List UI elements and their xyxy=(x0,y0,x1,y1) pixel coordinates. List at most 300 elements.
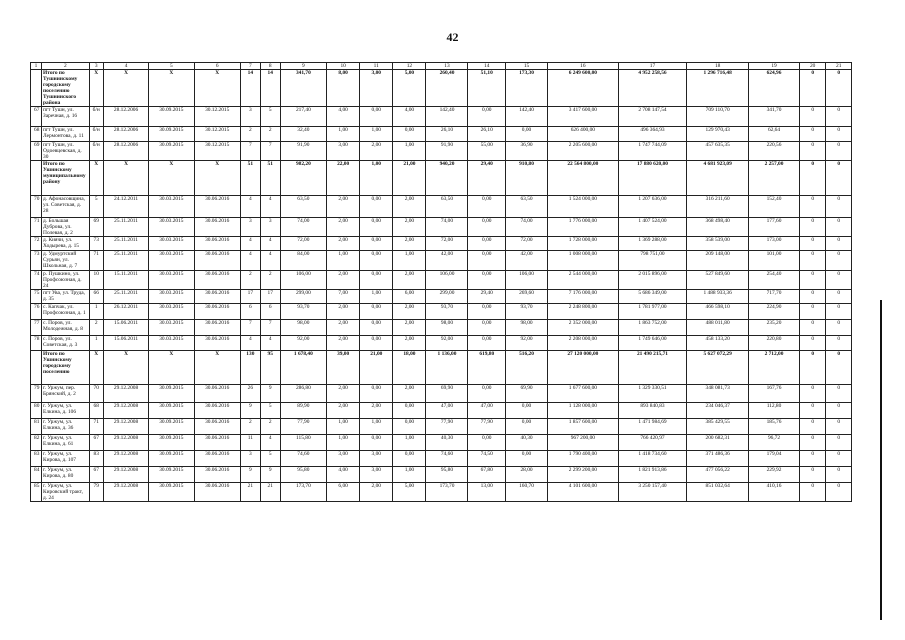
table-cell: X xyxy=(194,70,240,107)
table-cell: 0,00 xyxy=(468,435,506,451)
table-cell: 15.11.2011 xyxy=(103,271,148,290)
table-cell: 30.09.2015 xyxy=(149,467,194,483)
table-cell: 185,76 xyxy=(749,419,800,435)
column-number: 16 xyxy=(548,63,619,70)
table-cell: 84 xyxy=(31,467,42,483)
table-cell: 0 xyxy=(799,142,826,161)
table-cell: 69,90 xyxy=(506,385,548,403)
margin-bar xyxy=(880,300,882,620)
table-cell: 0 xyxy=(799,320,826,336)
table-cell: 30.03.2015 xyxy=(149,218,194,237)
table-row xyxy=(31,218,852,237)
table-cell: 9 xyxy=(260,467,280,483)
table-cell: 4 xyxy=(260,237,280,251)
table-cell: 71 xyxy=(89,251,103,271)
table-cell: 51,10 xyxy=(468,70,506,107)
table-cell: 4 xyxy=(240,251,260,271)
table-cell: 2,00 xyxy=(327,385,360,403)
table-cell: 29.12.2008 xyxy=(103,435,148,451)
table-cell: 29.12.2008 xyxy=(103,483,148,502)
table-cell: 21,00 xyxy=(393,161,426,196)
table-cell: 27 120 000,00 xyxy=(548,351,619,385)
table-cell: 1 296 716,48 xyxy=(687,70,749,107)
table-cell: 28.12.2006 xyxy=(103,127,148,142)
table-cell: 77,90 xyxy=(468,419,506,435)
table-cell: 2,00 xyxy=(360,483,393,502)
table-cell: 2,00 xyxy=(327,336,360,351)
address-cell: д. Большая Дуброва, ул. Полевая, д. 2 xyxy=(42,218,90,237)
table-cell: 1,00 xyxy=(393,435,426,451)
table-cell: 5 627 072,29 xyxy=(687,351,749,385)
table-cell: 0,00 xyxy=(360,196,393,218)
address-cell: г. Уржум, ул. Кировский тракт, д. 24 xyxy=(42,483,90,502)
table-cell: 3 xyxy=(240,107,260,127)
table-row xyxy=(31,142,852,161)
table-cell: 112,80 xyxy=(749,403,800,419)
table-cell: 0 xyxy=(826,467,852,483)
table-cell xyxy=(31,70,42,107)
table-cell: 0 xyxy=(799,70,826,107)
table-cell: 4 xyxy=(260,435,280,451)
table-cell: 36,90 xyxy=(506,142,548,161)
table-cell: 1 329 330,51 xyxy=(618,385,687,403)
table-cell: 9 xyxy=(240,403,260,419)
table-cell: 40,30 xyxy=(506,435,548,451)
table-cell: 95 xyxy=(260,351,280,385)
housing-registry-table xyxy=(30,62,852,502)
table-cell: 209 148,00 xyxy=(687,251,749,271)
table-cell: 1 418 734,60 xyxy=(618,451,687,467)
table-cell: 0 xyxy=(799,419,826,435)
table-cell: 47,00 xyxy=(468,403,506,419)
table-cell: 2 xyxy=(260,419,280,435)
table-cell: 74,00 xyxy=(280,218,326,237)
table-cell: 30.12.2015 xyxy=(194,142,240,161)
table-cell: 299,00 xyxy=(280,290,326,304)
table-cell: 51 xyxy=(240,161,260,196)
subtotal-row xyxy=(31,161,852,196)
table-cell: 0 xyxy=(799,451,826,467)
table-cell: 83 xyxy=(89,451,103,467)
table-cell: 47,00 xyxy=(426,403,468,419)
table-cell: 3 xyxy=(240,451,260,467)
table-cell: 30.12.2015 xyxy=(194,107,240,127)
table-cell: 0 xyxy=(799,385,826,403)
table-cell: 13,00 xyxy=(468,483,506,502)
address-cell: пгт Тушн, ул. Заречная, д. 16 xyxy=(42,107,90,127)
table-cell: 3,00 xyxy=(360,467,393,483)
table-cell: 3 250 157,40 xyxy=(618,483,687,502)
table-cell: 2,00 xyxy=(327,218,360,237)
table-cell: 101,00 xyxy=(749,251,800,271)
table-cell: 1 857 600,00 xyxy=(548,419,619,435)
table-cell: 76 xyxy=(31,304,42,320)
table-cell: 106,00 xyxy=(280,271,326,290)
table-cell: 5 686 349,00 xyxy=(618,290,687,304)
table-cell: 0,00 xyxy=(393,419,426,435)
table-cell: 2 xyxy=(240,271,260,290)
table-cell: 29,40 xyxy=(468,290,506,304)
table-row xyxy=(31,336,852,351)
table-cell: 1,00 xyxy=(393,142,426,161)
table-cell: 179,04 xyxy=(749,451,800,467)
column-number: 8 xyxy=(260,63,280,70)
address-cell: с. Поров, ул. Молодежная, д. 8 xyxy=(42,320,90,336)
table-cell: 0 xyxy=(826,70,852,107)
table-cell: 6 249 600,00 xyxy=(548,70,619,107)
table-cell: 173,30 xyxy=(506,70,548,107)
table-row xyxy=(31,107,852,127)
table-cell: 0 xyxy=(799,251,826,271)
table-cell: 79 xyxy=(89,483,103,502)
table-cell: 67,80 xyxy=(468,467,506,483)
address-cell: д. Удмуртский Сурьян, ул. Школьная, д. 7 xyxy=(42,251,90,271)
column-number: 11 xyxy=(360,63,393,70)
table-cell: 6,00 xyxy=(327,483,360,502)
table-cell: 4 681 923,09 xyxy=(687,161,749,196)
table-cell: 0,00 xyxy=(506,127,548,142)
address-cell: Итого по Ушинскому муниципальному району xyxy=(42,161,90,196)
table-cell: 967 200,00 xyxy=(548,435,619,451)
table-cell: 3 xyxy=(260,218,280,237)
table-cell: 1 xyxy=(89,304,103,320)
table-row xyxy=(31,271,852,290)
table-cell: 74,60 xyxy=(426,451,468,467)
table-cell: 0,00 xyxy=(506,451,548,467)
column-number-row xyxy=(31,63,852,70)
table-cell: 0,00 xyxy=(468,218,506,237)
table-cell: 17 xyxy=(260,290,280,304)
table-cell: 30.09.2015 xyxy=(149,142,194,161)
table-cell: 220,56 xyxy=(749,142,800,161)
table-cell: 0 xyxy=(826,336,852,351)
table-cell: 30.06.2016 xyxy=(194,218,240,237)
table-cell: 1 728 000,00 xyxy=(548,237,619,251)
table-cell: 234 046,37 xyxy=(687,403,749,419)
column-number: 3 xyxy=(89,63,103,70)
table-cell: 224,90 xyxy=(749,304,800,320)
table-cell: 8,00 xyxy=(327,70,360,107)
subtotal-row xyxy=(31,351,852,385)
table-cell: 7 176 000,00 xyxy=(548,290,619,304)
table-cell: 1 488 933,36 xyxy=(687,290,749,304)
table-cell: 0,00 xyxy=(360,385,393,403)
table-cell: X xyxy=(103,70,148,107)
table-cell: 1 790 400,00 xyxy=(548,451,619,467)
table-cell: 75 xyxy=(31,290,42,304)
column-number: 9 xyxy=(280,63,326,70)
table-cell: 7 xyxy=(260,320,280,336)
table-cell: 910,80 xyxy=(506,161,548,196)
table-cell: X xyxy=(89,351,103,385)
address-cell: г. Уржум, ул. Кирова, д. 107 xyxy=(42,451,90,467)
table-cell: 1 524 000,00 xyxy=(548,196,619,218)
table-cell: 2,00 xyxy=(393,304,426,320)
table-cell: 30.06.2016 xyxy=(194,385,240,403)
table-cell: 0 xyxy=(826,483,852,502)
table-row xyxy=(31,127,852,142)
table-cell: 25.11.2011 xyxy=(103,251,148,271)
table-cell: 0,00 xyxy=(360,107,393,127)
table-cell: 160,70 xyxy=(506,483,548,502)
table-cell: 2,00 xyxy=(393,385,426,403)
address-cell: г. Уржум, ул. Елкина, д. 106 xyxy=(42,403,90,419)
table-cell: 260,40 xyxy=(426,70,468,107)
table-cell: 2 248 800,00 xyxy=(548,304,619,320)
table-cell: 385 429,55 xyxy=(687,419,749,435)
table-cell: 341,70 xyxy=(749,107,800,127)
table-cell: 30.06.2016 xyxy=(194,451,240,467)
table-cell: 72 xyxy=(31,237,42,251)
column-number: 2 xyxy=(42,63,90,70)
table-cell: 1,00 xyxy=(360,161,393,196)
table-cell: 142,40 xyxy=(506,107,548,127)
table-cell: 30.03.2015 xyxy=(149,290,194,304)
table-cell: 229,92 xyxy=(749,467,800,483)
table-cell: 25.11.2011 xyxy=(103,218,148,237)
table-cell: 0,00 xyxy=(360,304,393,320)
column-number: 12 xyxy=(393,63,426,70)
table-cell: 0 xyxy=(826,107,852,127)
table-cell: б/н xyxy=(89,127,103,142)
table-cell: 766 420,97 xyxy=(618,435,687,451)
table-cell: 4,00 xyxy=(393,107,426,127)
table-row xyxy=(31,483,852,502)
table-cell: 3 417 600,00 xyxy=(548,107,619,127)
table-cell: 1,00 xyxy=(327,419,360,435)
table-cell: 67 xyxy=(89,467,103,483)
table-cell: 1 369 288,00 xyxy=(618,237,687,251)
table-cell: 2,00 xyxy=(327,196,360,218)
table-cell: 0 xyxy=(799,196,826,218)
table-cell: 299,00 xyxy=(426,290,468,304)
table-cell: 220,80 xyxy=(749,336,800,351)
table-row xyxy=(31,304,852,320)
table-cell: 0,00 xyxy=(393,127,426,142)
table-cell: 0 xyxy=(799,290,826,304)
address-cell: Итого по Ушинскому городскому поселению xyxy=(42,351,90,385)
table-cell: 30.03.2015 xyxy=(149,320,194,336)
table-cell: 0 xyxy=(826,161,852,196)
table-cell: 0,00 xyxy=(360,218,393,237)
table-cell: 63,50 xyxy=(506,196,548,218)
table-cell: 798 751,00 xyxy=(618,251,687,271)
table-cell: 77,90 xyxy=(280,419,326,435)
table-cell: 96,72 xyxy=(749,435,800,451)
table-cell: 73 xyxy=(31,251,42,271)
address-cell: д. Афонасовщина, ул. Советская, д. 28 xyxy=(42,196,90,218)
address-cell: г. Уржум, ул. Елкина, д. 36 xyxy=(42,419,90,435)
table-cell: 0,00 xyxy=(468,196,506,218)
table-cell: 93,70 xyxy=(280,304,326,320)
table-cell: 66 xyxy=(89,290,103,304)
table-cell: 717,70 xyxy=(749,290,800,304)
table-cell: 1 xyxy=(89,336,103,351)
address-cell: г. Уржум, пер. Брянский, д. 2 xyxy=(42,385,90,403)
table-cell: 5,00 xyxy=(393,483,426,502)
table-cell: 0 xyxy=(826,127,852,142)
table-cell: 1,00 xyxy=(327,435,360,451)
address-cell: д. Киячи, ул. Ходырева, д. 15 xyxy=(42,237,90,251)
table-cell: 0,00 xyxy=(468,271,506,290)
table-cell: 30.09.2015 xyxy=(149,435,194,451)
table-cell: 341,70 xyxy=(280,70,326,107)
table-row xyxy=(31,196,852,218)
table-cell: 316 211,60 xyxy=(687,196,749,218)
table-cell: 30.03.2015 xyxy=(149,271,194,290)
table-cell: 29.12.2008 xyxy=(103,403,148,419)
table-cell: 77 xyxy=(31,320,42,336)
table-cell: 1,00 xyxy=(393,467,426,483)
table-cell: 1 128 000,00 xyxy=(548,403,619,419)
table-cell: 3,00 xyxy=(327,142,360,161)
table-cell: 0 xyxy=(826,218,852,237)
table-cell: 0 xyxy=(799,304,826,320)
table-cell: 1 407 524,00 xyxy=(618,218,687,237)
table-cell: 0 xyxy=(799,237,826,251)
table-cell: 0,00 xyxy=(506,403,548,419)
table-cell: 18,00 xyxy=(393,351,426,385)
table-cell: 30.09.2015 xyxy=(149,107,194,127)
table-cell: 72,00 xyxy=(426,237,468,251)
table-cell: 95,80 xyxy=(280,467,326,483)
table-cell: 2,00 xyxy=(393,320,426,336)
table-cell: 2,00 xyxy=(393,271,426,290)
table-cell: 74,00 xyxy=(506,218,548,237)
table-cell: 1 863 752,00 xyxy=(618,320,687,336)
table-row xyxy=(31,290,852,304)
table-cell: 72,00 xyxy=(280,237,326,251)
table-cell: 115,80 xyxy=(280,435,326,451)
table-cell: 82 xyxy=(31,435,42,451)
table-cell: 0 xyxy=(826,251,852,271)
table-cell: 130 xyxy=(240,351,260,385)
table-cell: 30.09.2015 xyxy=(149,127,194,142)
column-number: 1 xyxy=(31,63,42,70)
table-cell: 1 747 744,09 xyxy=(618,142,687,161)
table-cell: 30.06.2016 xyxy=(194,196,240,218)
table-cell: 26,10 xyxy=(468,127,506,142)
address-cell: р. Пушкино, ул. Профсоюзная, д. 24 xyxy=(42,271,90,290)
table-cell: 79 xyxy=(31,385,42,403)
table-cell: 458 133,20 xyxy=(687,336,749,351)
table-cell: 6 xyxy=(260,304,280,320)
table-cell: 30.09.2015 xyxy=(149,403,194,419)
table-cell: 40,30 xyxy=(426,435,468,451)
table-cell: 30.09.2015 xyxy=(149,483,194,502)
table-cell: 74,60 xyxy=(280,451,326,467)
table-cell: 851 032,64 xyxy=(687,483,749,502)
table-cell: 91,90 xyxy=(280,142,326,161)
table-cell: 25.11.2011 xyxy=(103,290,148,304)
table-cell: 129 970,43 xyxy=(687,127,749,142)
table-cell: 477 056,22 xyxy=(687,467,749,483)
table-cell: 1,00 xyxy=(393,251,426,271)
table-cell: 173,70 xyxy=(280,483,326,502)
table-cell: 1,00 xyxy=(360,127,393,142)
table-row xyxy=(31,251,852,271)
table-cell: 516,20 xyxy=(506,351,548,385)
column-number: 10 xyxy=(327,63,360,70)
table-cell: 371 486,36 xyxy=(687,451,749,467)
column-number: 20 xyxy=(799,63,826,70)
table-cell: 0,00 xyxy=(360,435,393,451)
table-cell: 4,00 xyxy=(327,107,360,127)
table-cell: 6,00 xyxy=(393,290,426,304)
table-cell: 9 xyxy=(240,467,260,483)
table-cell: 30.03.2015 xyxy=(149,251,194,271)
table-cell: 0,00 xyxy=(468,385,506,403)
table-cell: 93,70 xyxy=(506,304,548,320)
table-cell: 167,76 xyxy=(749,385,800,403)
table-cell: 0 xyxy=(799,336,826,351)
table-cell: 2,00 xyxy=(327,320,360,336)
table-cell: 2,00 xyxy=(393,336,426,351)
table-cell: 0 xyxy=(826,271,852,290)
table-cell: б/н xyxy=(89,107,103,127)
table-cell: 30.06.2016 xyxy=(194,237,240,251)
table-row xyxy=(31,451,852,467)
table-cell: 68 xyxy=(89,403,103,419)
table-cell: 42,00 xyxy=(426,251,468,271)
table-cell: 0 xyxy=(799,351,826,385)
table-cell: 982,20 xyxy=(280,161,326,196)
table-cell: 0 xyxy=(826,419,852,435)
table-cell: 2 712,00 xyxy=(749,351,800,385)
page-number: 42 xyxy=(446,30,459,44)
table-cell: 22 564 800,00 xyxy=(548,161,619,196)
table-cell: 69,90 xyxy=(426,385,468,403)
table-cell: 74,00 xyxy=(426,218,468,237)
table-cell: 1,00 xyxy=(327,127,360,142)
table-cell: 0,00 xyxy=(468,237,506,251)
table-cell: 83 xyxy=(31,451,42,467)
table-cell: 3,00 xyxy=(327,451,360,467)
table-cell: 0,00 xyxy=(360,271,393,290)
table-cell: 89,90 xyxy=(280,403,326,419)
table-cell: 0 xyxy=(799,107,826,127)
table-cell: 62,64 xyxy=(749,127,800,142)
table-cell: 2 xyxy=(260,127,280,142)
table-cell: 348 081,73 xyxy=(687,385,749,403)
column-number: 19 xyxy=(749,63,800,70)
table-cell: 0 xyxy=(826,385,852,403)
table-cell: 70 xyxy=(89,385,103,403)
address-cell: пгт Тушн, ул. Лермонтова, д. 11 xyxy=(42,127,90,142)
table-cell: 81 xyxy=(31,419,42,435)
table-cell: 28.12.2006 xyxy=(103,107,148,127)
table-cell: 1 471 984,69 xyxy=(618,419,687,435)
table-cell: 0 xyxy=(826,351,852,385)
table-cell: 624,96 xyxy=(749,70,800,107)
table-cell: 30.06.2016 xyxy=(194,271,240,290)
table-cell: 2 299 200,00 xyxy=(548,467,619,483)
table-cell: 177,60 xyxy=(749,218,800,237)
table-cell: X xyxy=(149,70,194,107)
table-cell: 2 352 000,00 xyxy=(548,320,619,336)
table-cell xyxy=(31,351,42,385)
table-cell: 0 xyxy=(799,403,826,419)
table-cell: 466 598,10 xyxy=(687,304,749,320)
table-cell: 5 xyxy=(260,451,280,467)
table-cell: 2,00 xyxy=(393,196,426,218)
table-cell: 2,00 xyxy=(393,218,426,237)
column-number: 5 xyxy=(149,63,194,70)
table-cell: X xyxy=(194,351,240,385)
address-cell: с. Поров, ул. Советская, д. 3 xyxy=(42,336,90,351)
table-cell xyxy=(31,161,42,196)
table-cell: 5 xyxy=(260,403,280,419)
